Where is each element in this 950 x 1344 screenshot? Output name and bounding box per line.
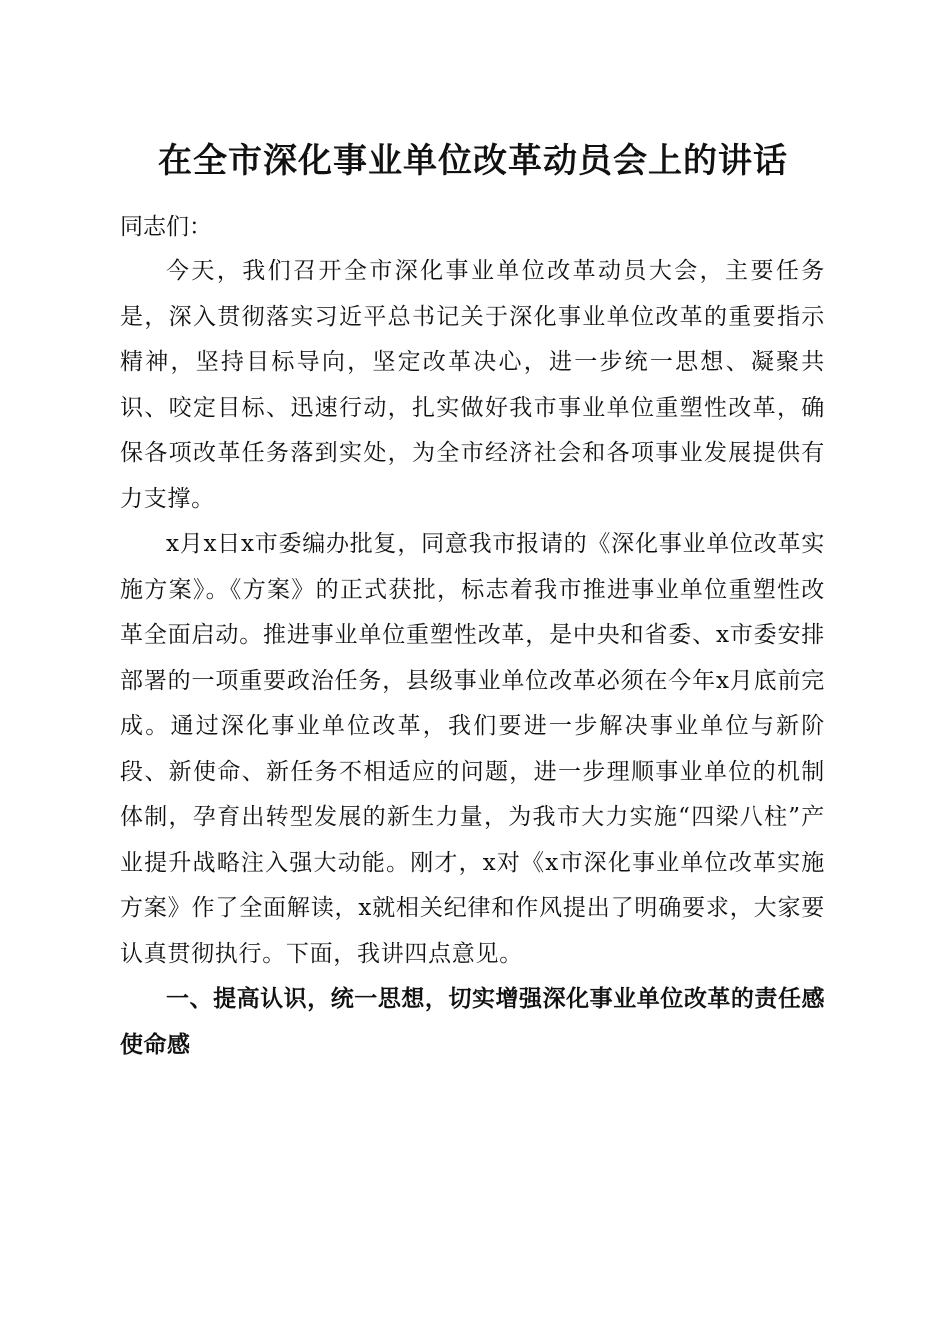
page-title: 在全市深化事业单位改革动员会上的讲话 — [158, 141, 788, 181]
salutation: 同志们： — [120, 214, 212, 240]
paragraph-background: x月x日x市委编办批复，同意我市报请的《深化事业单位改革实施方案》。《方案》的正式获批，标志着我市推进事业单位重塑性改革全面启动。推进事业单位重塑性改革，是中央和省委、x市委安排部署的一项重要政治任务，县级事业单位改革必须在今年x月底前完成。通过深化事业单位改革，我们要进一步解决事业单位与新阶段、新使命、新任务不相适应的问题，进一步理顺事业单位的机制体制，孕育出转型发展的新生力量，为我市大力实施“四梁八柱”产业提升战略注入强大动能。刚才，x对《x市深化事业单位改革实施方案》作了全面解读，x就相关纪律和作风提出了明确要求，大家要认真贯彻执行。下面，我讲四点意见。 — [120, 531, 825, 967]
section-heading-1: 一、提高认识，统一思想，切实增强深化事业单位改革的责任感使命感 — [120, 986, 825, 1058]
paragraph-opening: 今天，我们召开全市深化事业单位改革动员大会，主要任务是，深入贯彻落实习近平总书记关于深化事业单位改革的重要指示精神，坚持目标导向，坚定改革决心，进一步统一思想、凝聚共识、咬定目标、迅速行动，扎实做好我市事业单位重塑性改革，确保各项改革任务落到实处，为全市经济社会和各项事业发展提供有力支撑。 — [120, 258, 825, 512]
document-body — [120, 205, 825, 1068]
